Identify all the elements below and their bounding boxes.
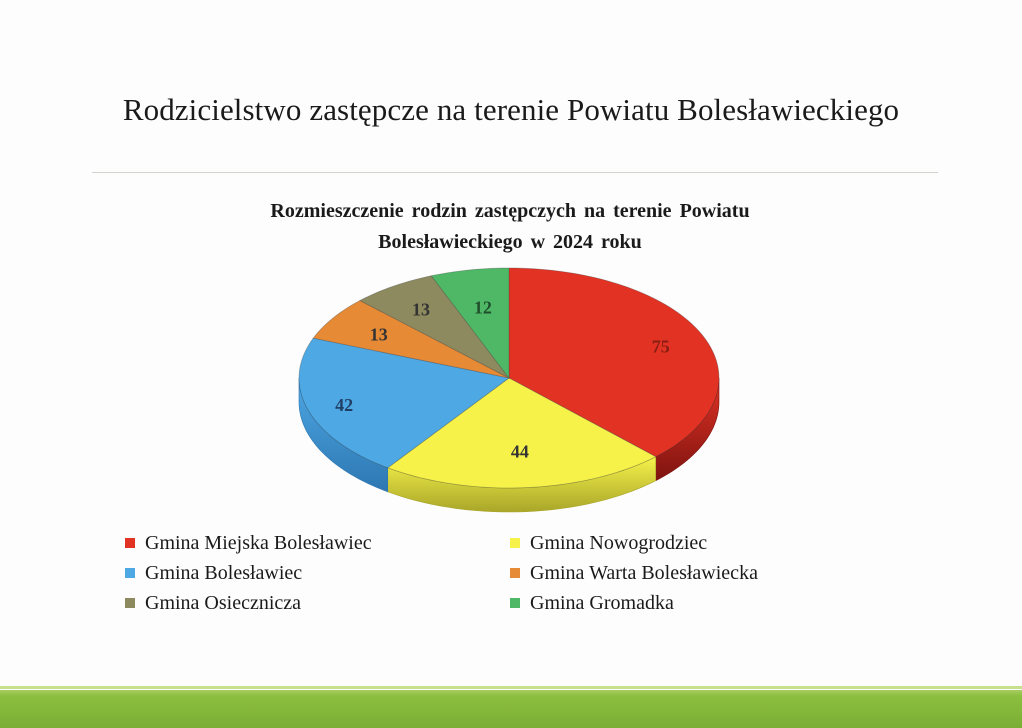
chart-title-line-1: Rozmieszczenie rodzin zastępczych na terenie Powiatu [270,200,750,222]
slide-title: Rodzicielstwo zastępcze na terenie Powiatu Bolesławieckiego [122,92,900,127]
legend-label: Gmina Gromadka [530,591,674,614]
legend-swatch [510,538,520,548]
legend-label: Gmina Osiecznicza [145,591,302,614]
legend-swatch [125,568,135,578]
legend-swatch [510,598,520,608]
legend-swatch [510,568,520,578]
legend-swatch [125,598,135,608]
legend-item [125,558,510,588]
legend-item [125,588,510,618]
legend-label: Gmina Warta Bolesławiecka [530,561,758,584]
legend-label: Gmina Nowogrodziec [530,531,708,554]
legend-label: Gmina Bolesławiec [145,561,303,584]
pie-data-label: 75 [651,336,670,357]
legend-item [510,588,885,618]
pie-data-label: 42 [335,395,354,415]
pie-data-label: 12 [473,297,492,318]
chart-title-line-2: Bolesławieckiego w 2024 roku [378,231,642,253]
legend-item [125,528,510,558]
pie-data-label: 13 [369,324,388,345]
footer-highlight-line [0,686,1022,689]
footer-band [0,690,1022,728]
legend-label: Gmina Miejska Bolesławiec [145,531,372,554]
legend-item [510,558,885,588]
pie-data-label: 44 [510,441,529,462]
chart-legend [125,528,885,618]
legend-item [510,528,885,558]
legend-swatch [125,538,135,548]
pie-data-label: 13 [412,299,430,320]
